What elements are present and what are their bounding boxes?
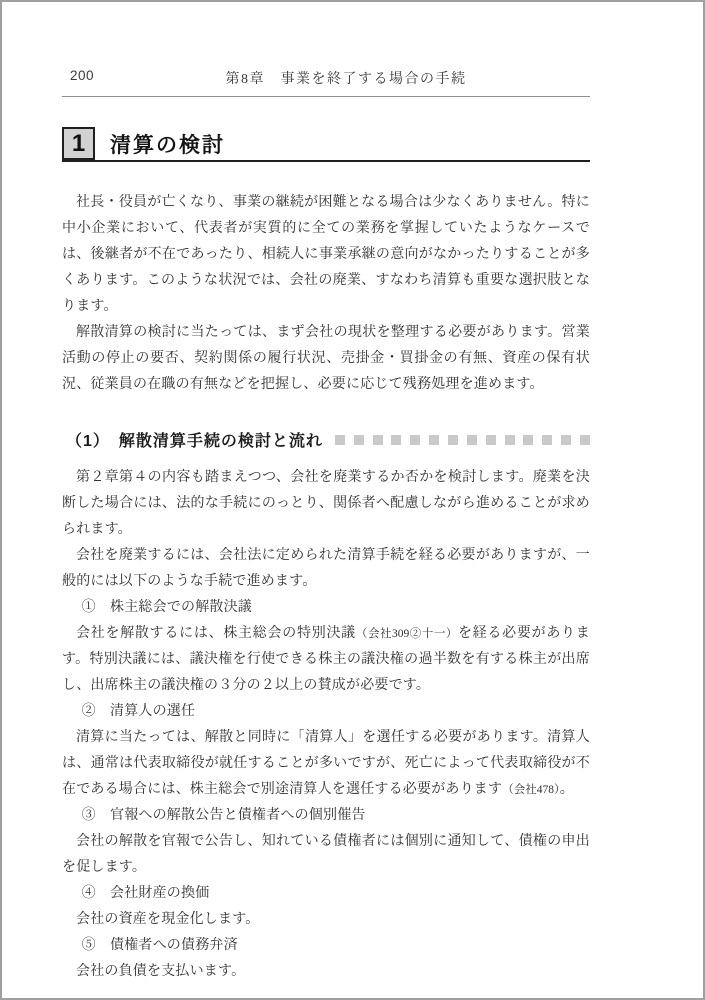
page-header: [62, 68, 590, 97]
procedure-list: [62, 595, 590, 985]
square-icon: [354, 435, 364, 445]
square-icon: [486, 435, 496, 445]
item-body-text: 会社の解散を官報で公告し、知れている債権者には個別に通知して、債権の申出を促します。: [62, 834, 590, 875]
list-item-heading: ① 株主総会での解散決議: [81, 600, 252, 615]
statute-reference: （会社478）: [502, 784, 560, 796]
list-item-heading: ⑤ 債権者への債務弁済: [81, 938, 238, 953]
page-number: 200: [70, 68, 95, 83]
square-icon: [561, 435, 571, 445]
square-icon: [373, 435, 383, 445]
item-body-text: 清算に当たっては、解散と同時に「清算人」を選任する必要があります。清算人は、通常は代表取締役が就任することが多いですが、死亡によって代表取締役が不在である場合には、株主総会で別途清算人を選任する必要があります: [62, 730, 590, 797]
item-body-text: 会社の負債を支払います。: [76, 964, 246, 979]
statute-reference: （会社309②十一）: [355, 628, 458, 640]
item-body-text: 。: [559, 782, 574, 797]
list-item-heading: ② 清算人の選任: [81, 704, 196, 719]
list-item-heading: ④ 会社財産の換価: [81, 886, 210, 901]
square-icon: [410, 435, 420, 445]
subsection-title: （1） 解散清算手続の検討と流れ: [66, 433, 323, 450]
paragraph: 解散清算の検討に当たっては、まず会社の現状を整理する必要があります。営業活動の停止の要否、契約関係の履行状況、売掛金・買掛金の有無、資産の保有状況、従業員の在職の有無などを把握し、必要に応じて残務処理を進めます。: [62, 325, 590, 392]
square-icon: [542, 435, 552, 445]
item-body-text: 会社の資産を現金化します。: [76, 912, 260, 927]
section-heading: [62, 127, 590, 162]
square-icon: [429, 435, 439, 445]
list-item-body: [62, 621, 590, 699]
square-icon: [467, 435, 477, 445]
paragraph: 会社を廃業するには、会社法に定められた清算手続を経る必要がありますが、一般的には以下のような手続で進めます。: [62, 548, 590, 589]
list-item-heading: ③ 官報への解散公告と債権者への個別催告: [81, 808, 366, 823]
chapter-title: 第8章 事業を終了する場合の手続: [225, 72, 467, 87]
square-icon: [335, 435, 345, 445]
section-title: 清算の検討: [110, 133, 225, 157]
list-item-body: [62, 959, 590, 985]
paragraph: 第２章第４の内容も踏まえつつ、会社を廃業するか否かを検討します。廃業を決断した場合には、法的な手続にのっとり、関係者へ配慮しながら進めることが求められます。: [62, 470, 590, 537]
list-item-body: [62, 725, 590, 803]
square-icon: [391, 435, 401, 445]
paragraph: 社長・役員が亡くなり、事業の継続が困難となる場合は少なくありません。特に中小企業において、代表者が実質的に全ての業務を掌握していたようなケースでは、後継者が不在であったり、相続人に事業承継の意向がなかったりすることが多くあります。このような状況では、会社の廃業、すなわち清算も重要な選択肢となります。: [62, 195, 590, 314]
item-body-text: を経る必要があります。特別決議には、議決権を行使できる株主の議決権の過半数を有する株主が出席し、出席株主の議決権の３分の２以上の賛成が必要です。: [62, 626, 590, 693]
decorative-squares: [335, 435, 590, 445]
subsection-heading: [62, 428, 590, 451]
square-icon: [505, 435, 515, 445]
item-body-text: 会社を解散するには、株主総会の特別決議: [76, 626, 356, 641]
square-icon: [580, 435, 590, 445]
square-icon: [523, 435, 533, 445]
list-item-body: [62, 829, 590, 881]
square-icon: [448, 435, 458, 445]
page-body: [62, 190, 590, 985]
list-item-body: [62, 907, 590, 933]
section-number-box: 1: [62, 127, 95, 160]
